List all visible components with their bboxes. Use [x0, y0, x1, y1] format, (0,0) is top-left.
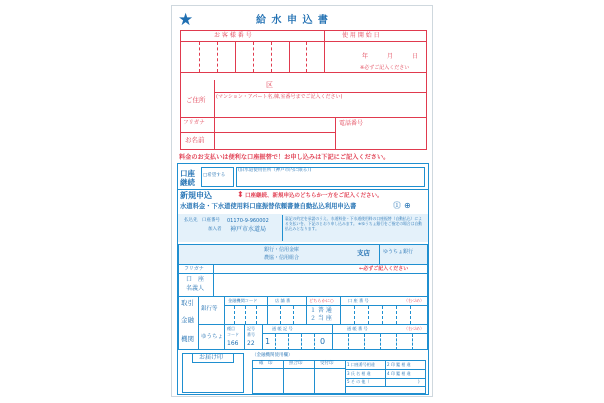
choose-one-label: どちらかに○ [309, 298, 334, 303]
code-number-label: コード [227, 332, 239, 337]
store-number-label: 店 舗 番 [275, 298, 291, 303]
furigana-label: フリガナ [183, 120, 205, 126]
name-field[interactable] [215, 133, 335, 150]
direct-debit-title: 水道料金・下水道使用料口座振替依頼書兼自動払込利用申込書 [180, 203, 357, 210]
circle-mark-icon: ⊕ [404, 201, 411, 210]
code-value-166: 166 [227, 340, 239, 347]
customer-number-label: お 客 様 番 号 [214, 32, 252, 39]
bank-use-col-1: 確 印 [259, 361, 273, 366]
institution-label-2: 金融 [181, 316, 194, 324]
right-aligned-note-2: （右づめ） [404, 326, 424, 331]
payee-subscriber-label: 加入者 [208, 227, 222, 232]
ordinary-option[interactable]: １ 普 通 [310, 307, 332, 314]
reason-1: 1 口座番号相違 [347, 362, 375, 367]
bank-label: 銀行等 [201, 306, 218, 312]
institution-label-3: 機関 [181, 335, 194, 343]
address-field[interactable] [215, 93, 426, 117]
payee-account-number: 01170-9-960002 [227, 218, 269, 224]
reason-5-close: ) [418, 379, 420, 384]
bank-no-label: 番号 [247, 332, 255, 337]
reason-4: 4 印 鑑 相 違 [387, 371, 411, 376]
phone-field[interactable] [336, 118, 427, 150]
reason-5: 5 そ の 他（ [347, 379, 370, 384]
branch-label: 支店 [357, 249, 370, 257]
start-date-label: 使 用 開 始 日 [342, 32, 380, 39]
choose-note: 口座継続、新規申込のどちらか一方をご記入ください。 [245, 193, 383, 199]
code-kigou-label: 種目 [227, 326, 235, 331]
account-number-label: 口 座 番 号 [348, 298, 369, 303]
code-value-22: 22 [247, 340, 255, 347]
holder-furigana-label: フリガナ [184, 266, 204, 272]
customer-number-field[interactable] [181, 42, 323, 72]
bank-types-1: 銀行・信用金庫 [264, 247, 300, 253]
payment-notice: 料金のお支払いは便利な口座振替で！お申し込みは下記にご記入ください。 [179, 154, 390, 161]
bank-types-2: 農協・信用組合 [264, 255, 300, 261]
seal-label: お届け印 [199, 354, 224, 361]
address-label: ご住所 [186, 96, 206, 104]
bank-code-label: 金融機関コード [228, 298, 258, 303]
bank-use-col-3: 受付印 [320, 361, 334, 366]
year-label: 年 [362, 53, 369, 60]
passbook-prefix-1: 1 [265, 337, 271, 346]
holder-required-note: ←必ずご記入ください [359, 266, 409, 272]
bank-use-col-2: 照合印 [289, 361, 303, 366]
yucho-label: ゆうちょ銀行 [383, 249, 414, 255]
bank-use-header: （金融機関使用欄） [252, 353, 293, 358]
passbook-suffix-0: 0 [320, 337, 326, 346]
institution-label-1: 取引 [181, 299, 194, 307]
form-title: 給 水 申 込 書 [256, 15, 329, 26]
kigou-small-label: 記号 [247, 326, 255, 331]
passbook-number-label: 通 帳 番 号 [347, 326, 368, 331]
phone-label: 電話番号 [339, 120, 364, 127]
payee-label: 払込先 [184, 218, 198, 223]
arrow-icon: ⬍ [237, 190, 244, 199]
required-note: ※必ずご記入ください [360, 65, 410, 71]
water-application-form [171, 5, 433, 397]
payee-name: 神戸市水道局 [230, 226, 267, 233]
passbook-symbol-label: 通 帳 記 号 [272, 326, 293, 331]
holder-label-2: 名義人 [186, 285, 205, 292]
yucho-row-label: ゆうちょ [201, 334, 224, 340]
holder-label-1: 口 座 [186, 276, 205, 283]
payee-account-label: 口座番号 [202, 218, 220, 223]
postal-mark-icon: ⓵ [393, 201, 401, 210]
ku-label: 区 [266, 81, 273, 89]
old-address-note: (旧水道使用住所（神戸市内に限る）) [238, 168, 312, 173]
continue-checkbox[interactable]: □希望する [203, 173, 226, 178]
right-aligned-note: （右づめ） [404, 298, 424, 303]
new-application-label: 新規申込 [180, 191, 212, 200]
consent-note: 裏記の約定を承諾のうえ、水道料金・下水道使用料の口座振替（自動払込）による支払いを、下記のとおり申し込みます。 ※ゆうちょ銀行をご指定の場合は自動払込みとなります。 [285, 216, 422, 231]
month-label: 月 [387, 53, 394, 60]
day-label: 日 [412, 53, 419, 60]
reason-3: 3 氏 名 相 違 [347, 371, 371, 376]
star-icon: ★ [178, 10, 194, 30]
account-continue-label: 口座継続 [180, 169, 195, 187]
reason-2: 2 印 鑑 相 違 [387, 362, 411, 367]
name-label: お名前 [185, 136, 205, 144]
address-note: (マンション・アパート名,棟,室番号までご記入ください) [216, 94, 343, 100]
holder-name-field[interactable] [214, 274, 427, 296]
current-option[interactable]: ２ 当 座 [310, 315, 332, 322]
